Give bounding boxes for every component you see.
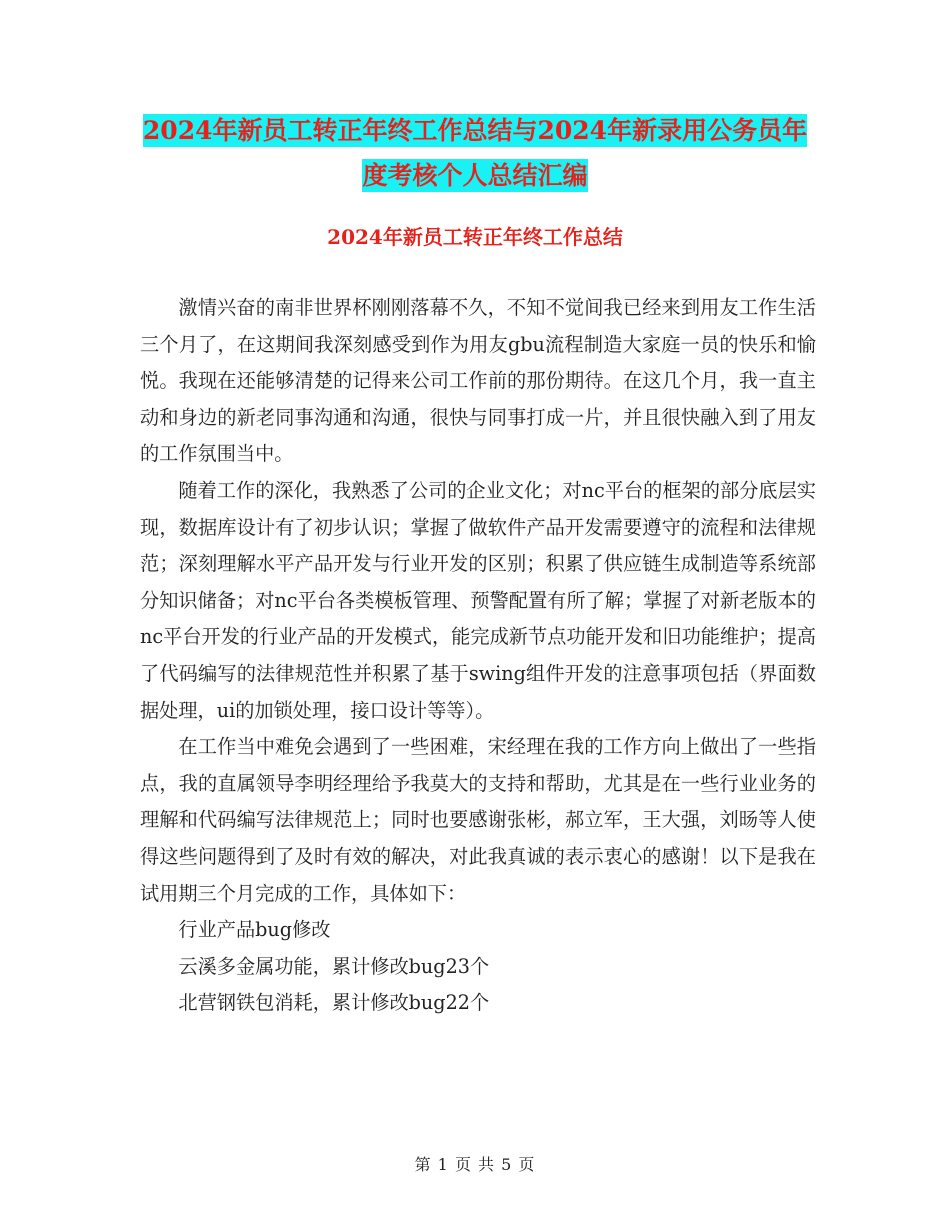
document-body (140, 290, 816, 1022)
paragraph: 行业产品bug修改 (178, 918, 331, 942)
document-title-text: 2024年新员工转正年终工作总结与2024年新录用公务员年度考核个人总结汇编 (142, 116, 808, 190)
paragraph: 云溪多金属功能，累计修改bug23个 (178, 954, 490, 978)
paragraph: 激情兴奋的南非世界杯刚刚落幕不久，不知不觉间我已经来到用友工作生活三个月了，在这期间我深刻感受到作为用友gbu流程制造大家庭一员的快乐和愉悦。我现在还能够清楚的记得来公司工作前的那份期待。在这几个月，我一直主动和身边的新老同事沟通和沟通，很快与同事打成一片，并且很快融入到了用友的工作氛围当中。 (140, 296, 816, 466)
document-title (140, 108, 810, 198)
section-heading: 2024年新员工转正年终工作总结 (327, 225, 623, 249)
page-footer (0, 1152, 950, 1175)
page-number: 第 1 页 共 5 页 (414, 1155, 536, 1174)
paragraph: 随着工作的深化，我熟悉了公司的企业文化；对nc平台的框架的部分底层实现，数据库设计有了初步认识；掌握了做软件产品开发需要遵守的流程和法律规范；深刻理解水平产品开发与行业开发的区别；积累了供应链生成制造等系统部分知识储备；对nc平台各类模板管理、预警配置有所了解；掌握了对新老版本的nc平台开发的行业产品的开发模式，能完成新节点功能开发和旧功能维护；提高了代码编写的法律规范性并积累了基于swing组件开发的注意事项包括（界面数据处理，ui的加锁处理，接口设计等等）。 (140, 478, 816, 722)
paragraph: 在工作当中难免会遇到了一些困难，宋经理在我的工作方向上做出了一些指点，我的直属领导李明经理给予我莫大的支持和帮助，尤其是在一些行业业务的理解和代码编写法律规范上；同时也要感谢张彬，郝立军，王大强，刘旸等人使得这些问题得到了及时有效的解决，对此我真诚的表示衷心的感谢！以下是我在试用期三个月完成的工作，具体如下： (140, 735, 816, 905)
paragraph: 北营钢铁包消耗，累计修改bug22个 (178, 991, 490, 1015)
